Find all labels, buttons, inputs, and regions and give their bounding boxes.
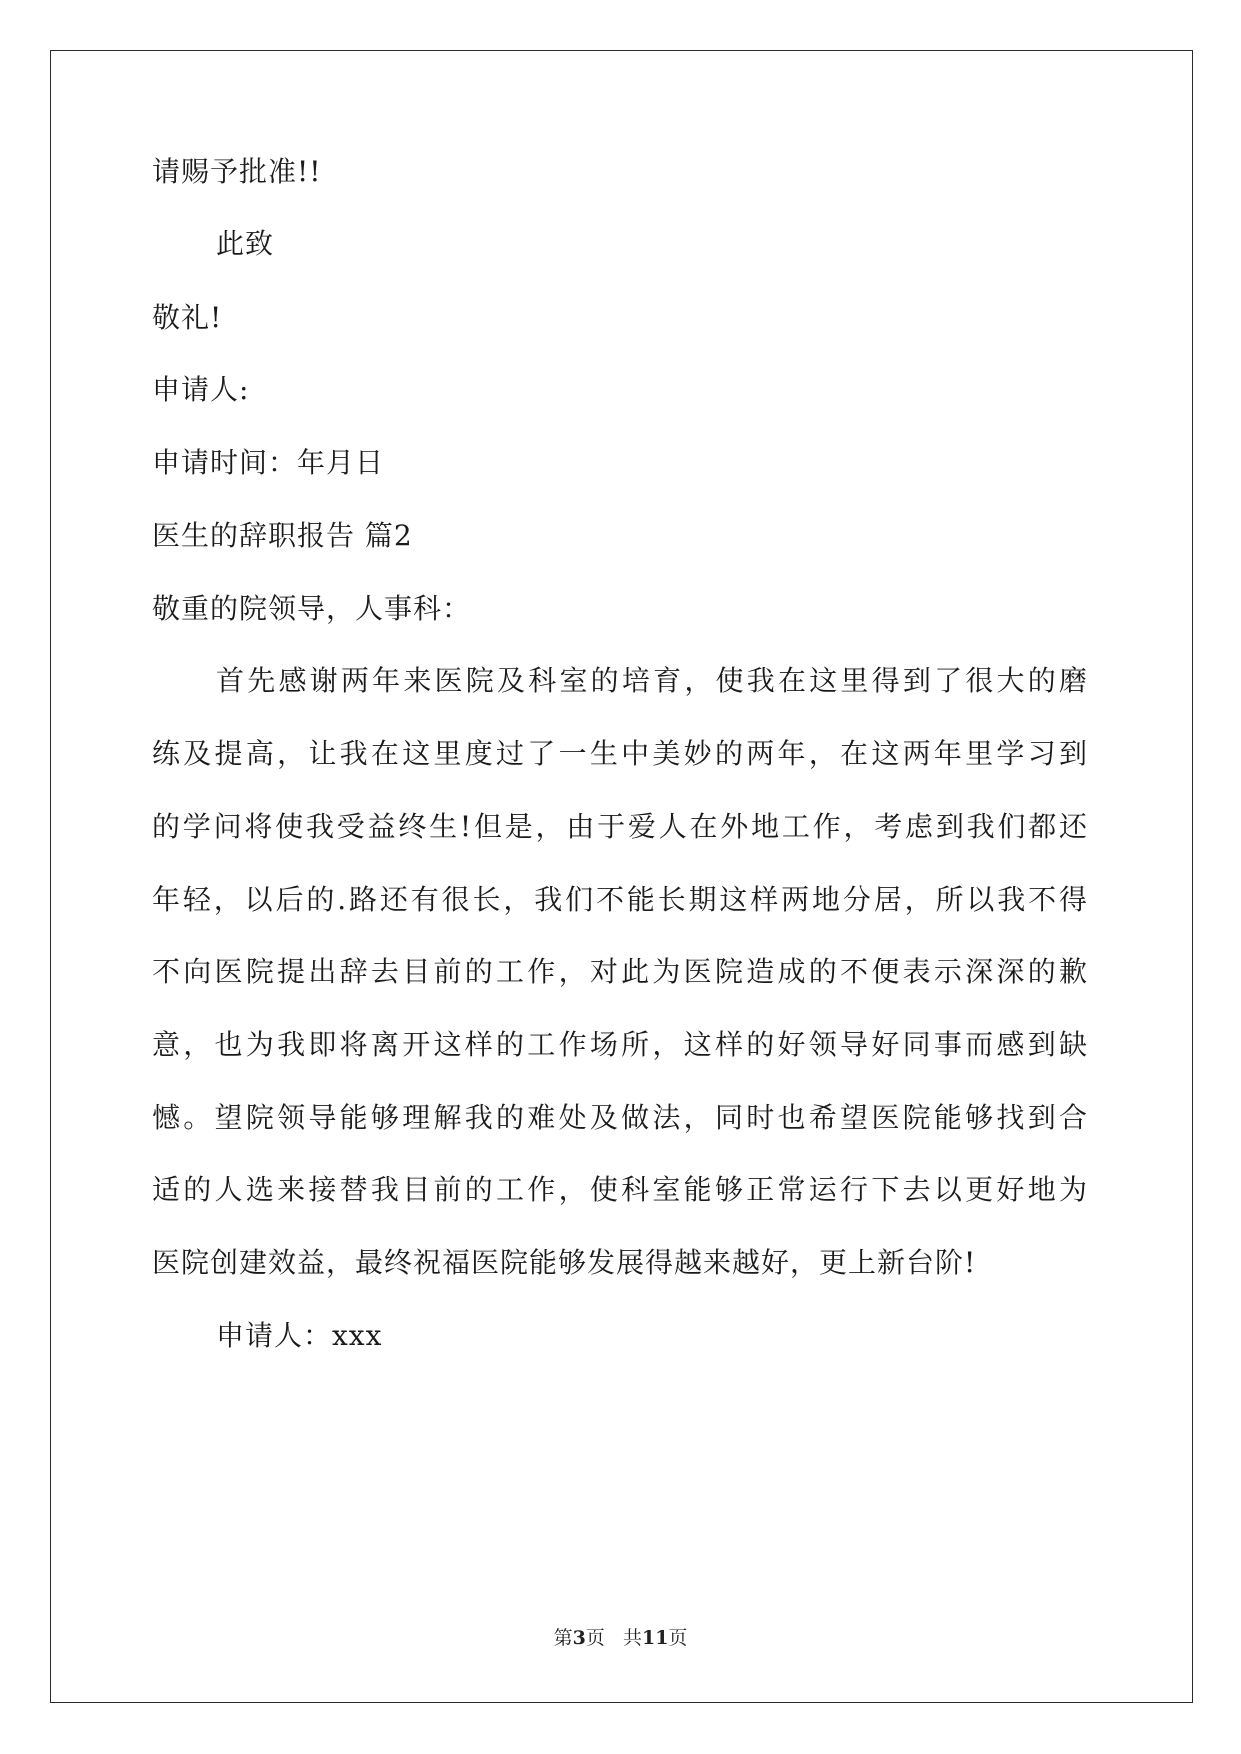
signature-line: 申请人：xxx — [216, 1319, 383, 1352]
body-line: 首先感谢两年来医院及科室的培育，使我在这里得到了很大的磨 — [216, 664, 1088, 697]
footer-total-pages: 11 — [641, 1627, 669, 1649]
salutation-line: 此致 — [216, 227, 275, 260]
footer-total-suffix: 页 — [668, 1627, 688, 1649]
recipient-line: 敬重的院领导，人事科： — [152, 592, 472, 625]
section-title: 医生的辞职报告 篇2 — [152, 519, 413, 552]
applicant-line: 申请人: — [152, 373, 250, 406]
footer-page-prefix: 第 — [553, 1627, 573, 1649]
body-line: 憾。望院领导能够理解我的难处及做法，同时也希望医院能够找到合 — [152, 1101, 1088, 1134]
application-date-line: 申请时间：年月日 — [152, 446, 385, 479]
footer-page-number: 3 — [572, 1627, 586, 1649]
body-line: 意，也为我即将离开这样的工作场所，这样的好领导好同事而感到缺 — [152, 1028, 1088, 1061]
footer-page-suffix: 页 — [585, 1627, 605, 1649]
body-line: 不向医院提出辞去目前的工作，对此为医院造成的不便表示深深的歉 — [152, 955, 1088, 988]
body-line: 的学问将使我受益终生!但是，由于爱人在外地工作，考虑到我们都还 — [152, 810, 1088, 843]
page-footer — [0, 1626, 1241, 1650]
body-line: 年轻，以后的.路还有很长，我们不能长期这样两地分居，所以我不得 — [152, 883, 1088, 916]
body-line: 医院创建效益，最终祝福医院能够发展得越来越好，更上新台阶! — [152, 1246, 977, 1279]
request-approval-line: 请赐予批准!! — [152, 155, 322, 188]
respects-line: 敬礼! — [152, 301, 223, 334]
body-line: 适的人选来接替我目前的工作，使科室能够正常运行下去以更好地为 — [152, 1173, 1088, 1206]
footer-total-prefix: 共 — [622, 1627, 642, 1649]
body-line: 练及提高，让我在这里度过了一生中美妙的两年，在这两年里学习到 — [152, 737, 1088, 770]
